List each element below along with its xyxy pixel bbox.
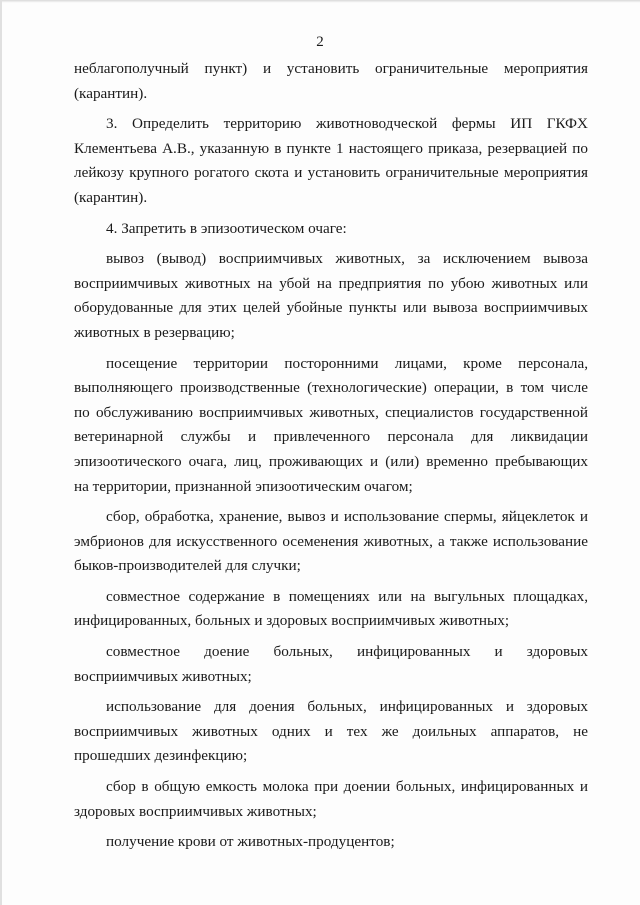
text-line: быков-производителей для случки; (74, 557, 301, 575)
text-line: неблагополучный пункт) и установить ограничительные мероприятия (74, 60, 588, 77)
paragraph (74, 247, 588, 345)
text-line: по обслуживанию восприимчивых животных, специалистов государственной (74, 403, 588, 421)
paragraph (74, 352, 588, 500)
paragraph (74, 217, 588, 242)
text-line: получение крови от животных-продуцентов; (106, 833, 395, 851)
paragraph (74, 112, 588, 210)
paragraph (74, 695, 588, 769)
text-line: восприимчивых животных; (74, 667, 252, 685)
text-line: ветеринарной службы и привлеченного персонала для ликвидации (74, 428, 588, 446)
text-line: выполняющего производственные (технологические) операции, в том числе (74, 379, 588, 397)
text-line: лейкозу крупного рогатого скота и установить ограничительные мероприятия (74, 164, 588, 182)
text-line: (карантин). (74, 84, 148, 102)
text-line: вывоз (вывод) восприимчивых животных, за исключением вывоза (106, 250, 588, 268)
scan-edge (0, 0, 640, 3)
paragraph (74, 57, 588, 106)
text-line: восприимчивых животных на убой на предприятия по убою животных или (74, 274, 588, 292)
page-number: 2 (316, 34, 324, 50)
text-line: инфицированных, больных и здоровых восприимчивых животных; (74, 612, 510, 630)
document-body (74, 57, 588, 855)
text-line: Клементьева А.В., указанную в пункте 1 настоящего приказа, резервацией по (74, 139, 588, 157)
text-line: эмбрионов для искусственного осеменения животных, а также использование (74, 532, 588, 550)
paragraph (74, 640, 588, 689)
paragraph (74, 585, 588, 634)
scan-edge (0, 0, 2, 905)
text-line: 4. Запретить в эпизоотическом очаге: (106, 219, 347, 237)
text-line: животных в резервацию; (74, 323, 235, 341)
text-line: здоровых восприимчивых животных; (74, 802, 317, 820)
paragraph (74, 505, 588, 579)
text-line: сбор в общую емкость молока при доении больных, инфицированных и (106, 778, 588, 796)
text-line: использование для доения больных, инфицированных и здоровых (106, 698, 588, 716)
text-line: совместное содержание в помещениях или на выгульных площадках, (106, 587, 588, 605)
text-line: эпизоотического очага, лиц, проживающих и (или) временно пребывающих (74, 452, 588, 470)
text-line: восприимчивых животных одних и тех же доильных аппаратов, не (74, 722, 588, 740)
paragraph (74, 830, 588, 855)
paragraph (74, 775, 588, 824)
text-line: сбор, обработка, хранение, вывоз и использование спермы, яйцеклеток и (106, 508, 588, 526)
text-line: посещение территории посторонними лицами, кроме персонала, (106, 354, 588, 372)
text-line: оборудованные для этих целей убойные пункты или вывоза восприимчивых (74, 299, 588, 317)
text-line: совместное доение больных, инфицированных и здоровых (106, 643, 588, 661)
text-line: 3. Определить территорию животноводческой фермы ИП ГКФХ (106, 115, 588, 133)
text-line: прошедших дезинфекцию; (74, 747, 248, 765)
text-line: (карантин). (74, 188, 148, 206)
text-line: на территории, признанной эпизоотическим очагом; (74, 477, 413, 495)
